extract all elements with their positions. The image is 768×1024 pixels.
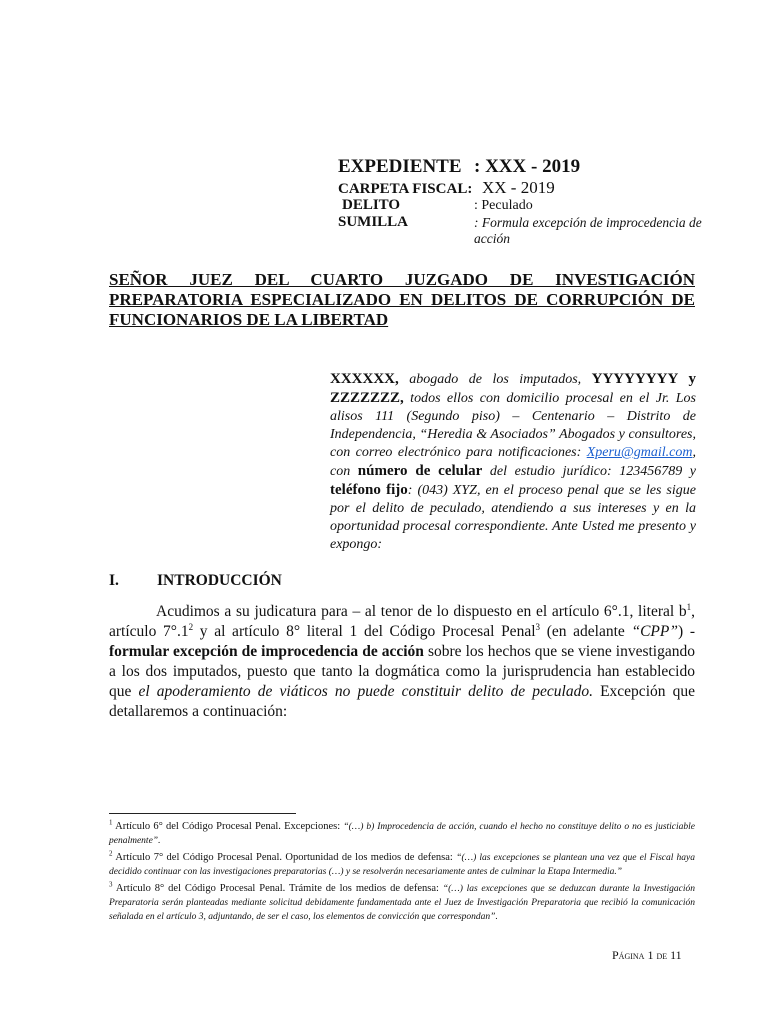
body-bold: formular excepción de improcedencia de acción bbox=[109, 643, 424, 660]
footnote-number: 1 bbox=[109, 818, 113, 827]
body-text: y al artículo 8° literal 1 del Código Procesal Penal bbox=[193, 623, 536, 640]
footnote-separator bbox=[109, 813, 296, 814]
footnote-quote: “(…) b) Improcedencia de acción, cuando el hecho no constituye delito o no es justiciable penalmente”. bbox=[109, 822, 696, 846]
footnote-ref[interactable]: 1 bbox=[686, 601, 692, 612]
carpeta-row bbox=[338, 181, 472, 198]
footnote bbox=[109, 882, 695, 924]
expediente-value: : XXX - 2019 bbox=[474, 156, 581, 177]
addressee-line: PREPARATORIA ESPECIALIZADO EN DELITOS DE CORRUPCIÓN DE bbox=[109, 290, 695, 309]
footnote-text: Artículo 8° del Código Procesal Penal. Trámite de los medios de defensa: bbox=[112, 883, 443, 894]
petition-text: : (043) XYZ, en el proceso penal que se les sigue por el delito de peculado, atendiendo a sus intereses y en la oportunidad procesal correspondiente. Ante Usted me presento y expongo: bbox=[330, 483, 696, 552]
petition-text: , con bbox=[330, 445, 696, 479]
footnote bbox=[109, 820, 695, 848]
sumilla-row bbox=[338, 214, 408, 231]
petition-paragraph bbox=[330, 370, 696, 554]
petition-text: todos ellos con domicilio procesal en el Jr. Los alisos 111 (Segundo piso) – Centenario – Distrito de Independencia, “Heredia & Asociados” Abogados y consultores, con correo electrónico para notificaciones: bbox=[330, 391, 696, 460]
telefono-label: teléfono fijo bbox=[330, 482, 408, 498]
lawyer-name: XXXXXX, bbox=[330, 371, 399, 387]
addressee bbox=[109, 270, 695, 330]
carpeta-label: CARPETA FISCAL: bbox=[338, 181, 473, 197]
footnote-quote: “(…) las excepciones se plantean una vez que el Fiscal haya decidido continuar con las investigaciones preparatorias (…) y se resolverán necesariamente antes de culminar la Etapa Intermedia.” bbox=[109, 853, 696, 877]
body-text: sobre los hechos que se viene investigando a los dos imputados, puesto que tanto la dogmática como la jurisprudencia han establecido que bbox=[109, 643, 695, 700]
footnote-number: 3 bbox=[109, 880, 113, 889]
body-text: Acudimos a su judicatura para – al tenor de lo dispuesto en el artículo 6°.1, literal b bbox=[156, 603, 687, 620]
body-text: ) - bbox=[677, 623, 695, 640]
footnote bbox=[109, 851, 695, 879]
celular-label: número de celular bbox=[357, 463, 483, 479]
section-number: I. bbox=[109, 572, 119, 589]
addressee-line: FUNCIONARIOS DE LA LIBERTAD bbox=[109, 310, 389, 329]
footnote-text: Artículo 6° del Código Procesal Penal. Excepciones: bbox=[112, 821, 344, 832]
footnotes bbox=[109, 820, 695, 927]
sumilla-value bbox=[474, 215, 702, 247]
footnote-number: 2 bbox=[109, 849, 113, 858]
body-text: Excepción que detallaremos a continuación: bbox=[109, 683, 695, 720]
footnote-text: Artículo 7° del Código Procesal Penal. Oportunidad de los medios de defensa: bbox=[112, 852, 457, 863]
footnote-quote: “(…) las excepciones que se deduzcan durante la Investigación Preparatoria serán planteadas mediante solicitud debidamente fundamentada ante el Juez de Investigación Preparatoria que recibió la comunicación señalada en el artículo 3, adjuntando, de ser el caso, los elementos de convicción que correspondan”. bbox=[109, 884, 695, 922]
section-title: INTRODUCCIÓN bbox=[157, 572, 282, 589]
sumilla-label: SUMILLA bbox=[338, 214, 409, 230]
expediente-row bbox=[338, 156, 462, 178]
defendant-names: YYYYYYYY y ZZZZZZZ, bbox=[330, 371, 696, 406]
footnote-ref[interactable]: 2 bbox=[188, 621, 194, 632]
footnote-ref[interactable]: 3 bbox=[535, 621, 541, 632]
body-italic: el apoderamiento de viáticos no puede constituir delito de peculado. bbox=[138, 683, 593, 700]
sumilla-value-line2: acción bbox=[474, 231, 510, 246]
cpp-abbrev: “CPP” bbox=[631, 623, 678, 640]
sumilla-value-line1: : Formula excepción de improcedencia de bbox=[474, 215, 702, 230]
carpeta-value: XX - 2019 bbox=[482, 178, 555, 197]
email-link[interactable]: Xperu@gmail.com bbox=[586, 445, 693, 460]
introduction-paragraph bbox=[109, 602, 695, 722]
petition-text: del estudio jurídico: 123456789 y bbox=[482, 464, 696, 479]
body-text: , artículo 7°.1 bbox=[109, 603, 695, 640]
delito-label: DELITO bbox=[342, 197, 401, 213]
petition-text: abogado de los imputados, bbox=[398, 372, 592, 387]
delito-value: : Peculado bbox=[474, 198, 533, 213]
addressee-line: SEÑOR JUEZ DEL CUARTO JUZGADO DE INVESTIGACIÓN bbox=[109, 270, 695, 289]
body-text: (en adelante bbox=[540, 623, 632, 640]
page-number: Página 1 de 11 bbox=[612, 948, 682, 962]
delito-row bbox=[342, 197, 400, 214]
expediente-label: EXPEDIENTE bbox=[338, 156, 462, 177]
